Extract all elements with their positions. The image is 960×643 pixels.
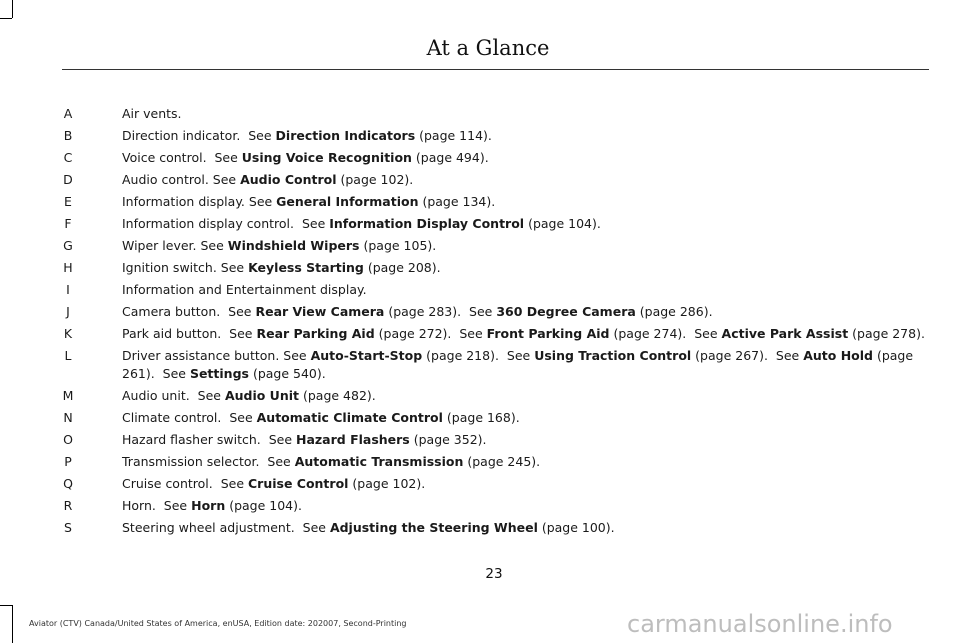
legend-description — [122, 325, 930, 343]
legend-description — [122, 149, 930, 167]
legend-letter: J — [66, 304, 70, 319]
legend-letter: O — [63, 432, 73, 447]
cross-reference-link: Rear View Camera — [255, 304, 385, 319]
legend-description — [122, 387, 930, 405]
description-text: Information display control. See — [122, 216, 330, 231]
cross-reference-link: Settings — [189, 366, 249, 381]
description-text: (page 245). — [463, 454, 541, 469]
cross-reference-link: Adjusting the Steering Wheel — [329, 520, 538, 535]
cross-reference-link: Audio Control — [240, 172, 337, 187]
legend-row — [0, 281, 960, 299]
cross-reference-link: Auto Hold — [803, 348, 873, 363]
description-text: Hazard flasher switch. See — [122, 432, 296, 447]
cross-reference-link: Keyless Starting — [248, 260, 364, 275]
legend-description — [122, 259, 930, 277]
description-text: (page 283). See — [384, 304, 497, 319]
description-text: Driver assistance button. See — [122, 348, 311, 363]
legend-row — [0, 453, 960, 471]
description-text: (page 267). See — [691, 348, 804, 363]
cross-reference-link: Horn — [191, 498, 226, 513]
legend-letter: I — [66, 282, 70, 297]
cross-reference-link: Hazard Flashers — [296, 432, 410, 447]
description-text: (page 208). — [363, 260, 441, 275]
legend-description — [122, 281, 930, 299]
cross-reference-link: Using Traction Control — [534, 348, 692, 363]
cross-reference-link: Active Park Assist — [721, 326, 849, 341]
crop-mark-top-left-vertical — [12, 0, 13, 18]
cross-reference-link: Front Parking Aid — [486, 326, 610, 341]
description-text: Audio unit. See — [122, 388, 225, 403]
cross-reference-link: Rear Parking Aid — [256, 326, 375, 341]
footer-edition-text: Aviator (CTV) Canada/United States of America, enUSA, Edition date: 202007, Second-Printing — [29, 619, 407, 628]
description-text: (page 114). — [415, 128, 492, 143]
description-text: (page 274). See — [609, 326, 722, 341]
description-text: (page 540). — [248, 366, 326, 381]
legend-letter: D — [63, 172, 73, 187]
description-text: Camera button. See — [122, 304, 256, 319]
legend-description — [122, 193, 930, 211]
legend-letter: H — [63, 260, 73, 275]
description-text: (page 218). See — [422, 348, 535, 363]
legend-letter: A — [63, 106, 73, 121]
description-text: (page 278). — [848, 326, 925, 341]
description-text: (page 134). — [418, 194, 496, 209]
cross-reference-link: Windshield Wipers — [227, 238, 360, 253]
legend-row — [0, 105, 960, 123]
legend-letter: N — [63, 410, 73, 425]
legend-letter: L — [64, 348, 72, 363]
legend-description — [122, 409, 930, 427]
legend-letter: F — [64, 216, 72, 231]
legend-row — [0, 149, 960, 167]
cross-reference-link: Information Display Control — [329, 216, 525, 231]
legend-row — [0, 325, 960, 343]
legend-row — [0, 431, 960, 449]
legend-row — [0, 387, 960, 405]
page-number: 23 — [485, 566, 503, 582]
legend-letter: K — [63, 326, 73, 341]
legend-row — [0, 303, 960, 321]
description-text: Climate control. See — [122, 410, 257, 425]
legend-letter: E — [64, 194, 72, 209]
legend-letter: C — [63, 150, 73, 165]
legend-row — [0, 215, 960, 233]
legend-list — [0, 105, 960, 541]
cross-reference-link: Using Voice Recognition — [241, 150, 412, 165]
watermark: carmanualsonline.info — [627, 610, 893, 638]
description-text: (page 352). — [409, 432, 487, 447]
cross-reference-link: Automatic Transmission — [294, 454, 464, 469]
description-text: Transmission selector. See — [122, 454, 295, 469]
description-text: (page 494). — [411, 150, 489, 165]
cross-reference-link: Direction Indicators — [275, 128, 416, 143]
legend-row — [0, 475, 960, 493]
legend-row — [0, 519, 960, 537]
description-text: Park aid button. See — [122, 326, 257, 341]
description-text: (page 286). — [635, 304, 713, 319]
description-text: Direction indicator. See — [122, 128, 276, 143]
description-text: Wiper lever. See — [122, 238, 228, 253]
legend-letter: Q — [63, 476, 73, 491]
description-text: Audio control. See — [122, 172, 241, 187]
crop-mark-bottom-left-vertical — [12, 605, 13, 643]
legend-description — [122, 347, 930, 383]
crop-mark-top-left-horizontal — [0, 18, 12, 19]
description-text: (page 482). — [299, 388, 376, 403]
legend-row — [0, 127, 960, 145]
legend-description — [122, 127, 930, 145]
legend-row — [0, 347, 960, 383]
legend-description — [122, 237, 930, 255]
legend-description — [122, 171, 930, 189]
cross-reference-link: 360 Degree Camera — [496, 304, 636, 319]
cross-reference-link: Audio Unit — [224, 388, 299, 403]
description-text: (page 102). — [336, 172, 414, 187]
legend-row — [0, 409, 960, 427]
page-title: At a Glance — [426, 36, 550, 60]
description-text: Information and Entertainment display. — [122, 282, 367, 297]
cross-reference-link: Cruise Control — [247, 476, 349, 491]
legend-description — [122, 303, 930, 321]
description-text: (page 104). — [225, 498, 302, 513]
description-text: (page 100). — [537, 520, 615, 535]
legend-row — [0, 193, 960, 211]
crop-mark-bottom-left-horizontal — [0, 605, 12, 606]
description-text: (page 168). — [442, 410, 520, 425]
legend-row — [0, 171, 960, 189]
title-divider — [62, 69, 929, 70]
description-text: (page 102). — [348, 476, 426, 491]
legend-description — [122, 519, 930, 537]
legend-row — [0, 259, 960, 277]
description-text: Cruise control. See — [122, 476, 248, 491]
legend-letter: G — [63, 238, 73, 253]
legend-description — [122, 453, 930, 471]
legend-letter: P — [64, 454, 72, 469]
legend-description — [122, 215, 930, 233]
legend-row — [0, 497, 960, 515]
description-text: (page 104). — [524, 216, 601, 231]
legend-letter: S — [64, 520, 72, 535]
legend-description — [122, 431, 930, 449]
description-text: Information display. See — [122, 194, 277, 209]
description-text: (page 105). — [359, 238, 437, 253]
description-text: (page 272). See — [374, 326, 487, 341]
legend-row — [0, 237, 960, 255]
legend-description — [122, 497, 930, 515]
description-text: Ignition switch. See — [122, 260, 249, 275]
cross-reference-link: General Information — [276, 194, 419, 209]
legend-letter: R — [63, 498, 73, 513]
description-text: Steering wheel adjustment. See — [122, 520, 330, 535]
description-text: Horn. See — [122, 498, 192, 513]
description-text: Voice control. See — [122, 150, 242, 165]
legend-description — [122, 105, 930, 123]
cross-reference-link: Auto-Start-Stop — [310, 348, 423, 363]
description-text: Air vents. — [122, 106, 182, 121]
cross-reference-link: Automatic Climate Control — [256, 410, 443, 425]
legend-letter: B — [63, 128, 73, 143]
legend-letter: M — [62, 388, 74, 403]
description-text: (page 261). See — [122, 348, 918, 381]
legend-description — [122, 475, 930, 493]
